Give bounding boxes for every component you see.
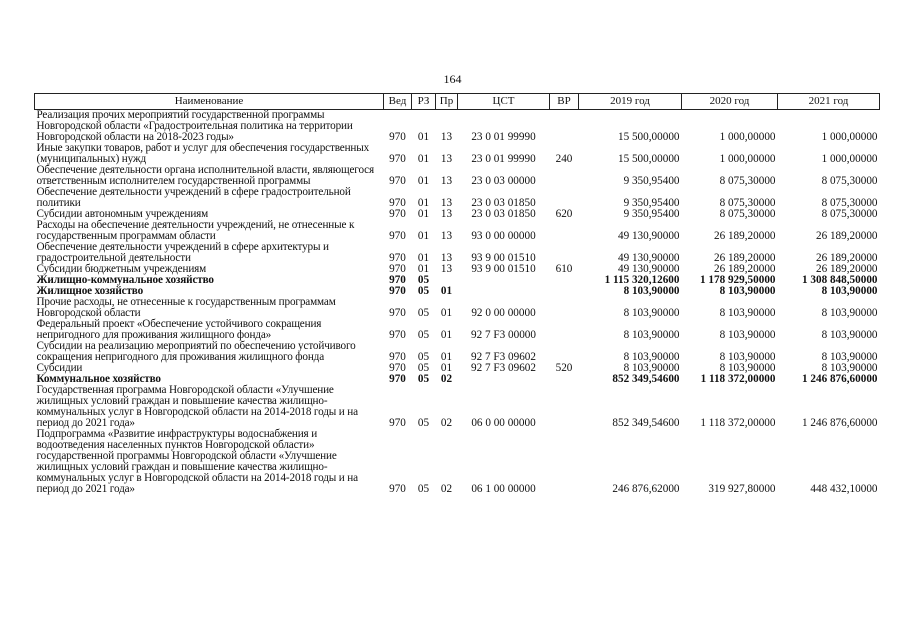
cell-name: Субсидии бюджетным учреждениям bbox=[36, 263, 207, 275]
cell-2019: 8 103,90000 bbox=[623, 307, 680, 319]
cell-name: Иные закупки товаров, работ и услуг для обеспечения государственных (муниципальных) нужд bbox=[36, 142, 370, 165]
cell-pr: 13 bbox=[440, 175, 453, 187]
cell-cst: 92 7 F3 09602 bbox=[471, 351, 536, 363]
cell-name: Субсидии на реализацию мероприятий по обеспечению устойчивого сокращения непригодного для проживания жилищного фонда bbox=[36, 340, 356, 363]
cell-vr bbox=[550, 242, 579, 264]
cell-2021: 8 103,90000 bbox=[821, 285, 878, 297]
cell-cst: 23 0 01 99990 bbox=[471, 153, 536, 165]
cell-ved: 970 bbox=[389, 131, 406, 143]
cell-pr: 13 bbox=[440, 131, 453, 143]
cell-cst: 92 7 F3 09602 bbox=[471, 362, 536, 374]
cell-pr: 01 bbox=[440, 351, 453, 363]
cell-2021: 8 075,30000 bbox=[821, 197, 878, 209]
table-row bbox=[35, 429, 880, 495]
cell-name: Обеспечение деятельности органа исполнительной власти, являющегося ответственным исполнителем государственной программы bbox=[36, 164, 374, 187]
cell-2020: 1 000,00000 bbox=[719, 131, 776, 143]
cell-rz: 01 bbox=[417, 263, 430, 275]
table-row bbox=[35, 385, 880, 429]
cell-rz: 01 bbox=[417, 153, 430, 165]
cell-rz: 01 bbox=[417, 175, 430, 187]
cell-vr bbox=[550, 429, 579, 495]
cell-2020: 8 103,90000 bbox=[719, 307, 776, 319]
cell-2020: 319 927,80000 bbox=[708, 483, 776, 495]
cell-vr bbox=[550, 110, 579, 144]
cell-2019: 246 876,62000 bbox=[612, 483, 680, 495]
table-row bbox=[35, 242, 880, 264]
header-vr: ВР bbox=[550, 94, 579, 110]
cell-2021: 448 432,10000 bbox=[810, 483, 878, 495]
cell-pr: 13 bbox=[440, 230, 453, 242]
cell-cst bbox=[458, 374, 550, 385]
cell-cst: 93 0 00 00000 bbox=[471, 230, 536, 242]
cell-2020: 1 118 372,00000 bbox=[700, 373, 776, 385]
cell-vr bbox=[550, 385, 579, 429]
table-row bbox=[35, 220, 880, 242]
cell-rz: 05 bbox=[417, 329, 430, 341]
header-ved: Вед bbox=[384, 94, 412, 110]
table-row bbox=[35, 187, 880, 209]
cell-rz: 05 bbox=[417, 362, 430, 374]
cell-2019: 15 500,00000 bbox=[617, 153, 680, 165]
cell-cst: 23 0 03 00000 bbox=[471, 175, 536, 187]
cell-2020: 8 103,90000 bbox=[719, 362, 776, 374]
table-row bbox=[35, 165, 880, 187]
cell-vr bbox=[550, 374, 579, 385]
cell-cst: 92 0 00 00000 bbox=[471, 307, 536, 319]
cell-name: Субсидии автономным учреждениям bbox=[36, 208, 209, 220]
budget-table bbox=[34, 93, 880, 495]
cell-2019: 49 130,90000 bbox=[617, 252, 680, 264]
cell-pr: 13 bbox=[440, 208, 453, 220]
cell-rz: 05 bbox=[417, 307, 430, 319]
cell-vr bbox=[550, 286, 579, 297]
cell-rz: 01 bbox=[417, 208, 430, 220]
cell-2020: 26 189,20000 bbox=[713, 230, 776, 242]
cell-2020: 8 075,30000 bbox=[719, 197, 776, 209]
cell-rz: 05 bbox=[417, 417, 430, 429]
cell-ved: 970 bbox=[389, 307, 406, 319]
cell-ved: 970 bbox=[389, 351, 406, 363]
cell-2020: 8 103,90000 bbox=[719, 351, 776, 363]
cell-pr: 13 bbox=[440, 153, 453, 165]
cell-ved: 970 bbox=[389, 252, 406, 264]
cell-2021: 8 103,90000 bbox=[821, 307, 878, 319]
cell-2020: 8 075,30000 bbox=[719, 208, 776, 220]
cell-name: Обеспечение деятельности учреждений в сфере градостроительной политики bbox=[36, 186, 351, 209]
cell-cst: 23 0 03 01850 bbox=[471, 208, 536, 220]
cell-2021: 8 075,30000 bbox=[821, 175, 878, 187]
cell-cst: 93 9 00 01510 bbox=[471, 252, 536, 264]
cell-2019: 852 349,54600 bbox=[612, 373, 680, 385]
cell-ved: 970 bbox=[389, 153, 406, 165]
cell-pr: 02 bbox=[440, 417, 453, 429]
cell-2021: 1 308 848,50000 bbox=[801, 274, 878, 286]
cell-vr: 620 bbox=[555, 208, 573, 220]
cell-ved: 970 bbox=[389, 417, 406, 429]
cell-pr: 13 bbox=[440, 197, 453, 209]
cell-vr bbox=[550, 220, 579, 242]
cell-pr: 01 bbox=[440, 362, 453, 374]
cell-2019: 8 103,90000 bbox=[623, 351, 680, 363]
cell-vr: 520 bbox=[555, 362, 573, 374]
cell-2021: 26 189,20000 bbox=[815, 263, 878, 275]
cell-2019: 8 103,90000 bbox=[623, 362, 680, 374]
cell-rz: 05 bbox=[417, 285, 430, 297]
cell-2021: 8 103,90000 bbox=[821, 362, 878, 374]
cell-name: Прочие расходы, не отнесенные к государственным программам Новгородской области bbox=[36, 296, 336, 319]
header-name: Наименование bbox=[35, 94, 384, 110]
cell-vr: 610 bbox=[555, 263, 573, 275]
cell-rz: 05 bbox=[417, 351, 430, 363]
cell-name: Обеспечение деятельности учреждений в сфере архитектуры и градостроительной деятельности bbox=[36, 241, 329, 264]
cell-2019: 852 349,54600 bbox=[612, 417, 680, 429]
cell-rz: 01 bbox=[417, 197, 430, 209]
cell-rz: 01 bbox=[417, 131, 430, 143]
header-pr: Пр bbox=[436, 94, 458, 110]
header-rz: РЗ bbox=[412, 94, 436, 110]
cell-ved: 970 bbox=[389, 285, 406, 297]
cell-cst bbox=[458, 275, 550, 286]
table-row bbox=[35, 297, 880, 319]
table-row bbox=[35, 143, 880, 165]
cell-pr: 02 bbox=[440, 483, 453, 495]
cell-name: Расходы на обеспечение деятельности учреждений, не отнесенные к государственным программам области bbox=[36, 219, 355, 242]
cell-vr bbox=[550, 341, 579, 363]
cell-ved: 970 bbox=[389, 483, 406, 495]
cell-cst: 92 7 F3 00000 bbox=[471, 329, 536, 341]
header-2019: 2019 год bbox=[579, 94, 682, 110]
header-2020: 2020 год bbox=[682, 94, 778, 110]
cell-ved: 970 bbox=[389, 373, 406, 385]
cell-2020: 1 178 929,50000 bbox=[699, 274, 776, 286]
cell-2019: 8 103,90000 bbox=[623, 329, 680, 341]
cell-vr bbox=[550, 187, 579, 209]
cell-2021: 8 075,30000 bbox=[821, 208, 878, 220]
cell-pr: 01 bbox=[440, 329, 453, 341]
cell-2021: 8 103,90000 bbox=[821, 329, 878, 341]
cell-vr bbox=[550, 297, 579, 319]
cell-cst: 23 0 03 01850 bbox=[471, 197, 536, 209]
cell-pr: 01 bbox=[440, 307, 453, 319]
cell-name: Субсидии bbox=[36, 362, 83, 374]
cell-ved: 970 bbox=[389, 263, 406, 275]
cell-2020: 1 118 372,00000 bbox=[700, 417, 776, 429]
cell-name: Коммунальное хозяйство bbox=[36, 373, 161, 385]
cell-rz: 05 bbox=[417, 483, 430, 495]
cell-ved: 970 bbox=[389, 175, 406, 187]
cell-rz: 05 bbox=[417, 274, 430, 286]
cell-name: Подпрограмма «Развитие инфраструктуры водоснабжения и водоотведения населенных пунктов Новгородской области» государственной программы Новгородской области «Улучшение жилищных условий граждан и повышение качества жилищно-коммунальных услуг в Новгородской области на 2014-2018 годы и на период до 2021 года» bbox=[36, 428, 358, 495]
cell-2019: 15 500,00000 bbox=[617, 131, 680, 143]
cell-vr bbox=[550, 319, 579, 341]
cell-2020: 1 000,00000 bbox=[719, 153, 776, 165]
cell-2019: 49 130,90000 bbox=[617, 230, 680, 242]
cell-ved: 970 bbox=[389, 208, 406, 220]
cell-pr: 13 bbox=[440, 252, 453, 264]
cell-name: Государственная программа Новгородской области «Улучшение жилищных условий граждан и повышение качества жилищно-коммунальных услуг в Новгородской области на 2014-2018 годы и на период до 2021 года» bbox=[36, 384, 358, 429]
header-cst: ЦСТ bbox=[458, 94, 550, 110]
cell-2019: 1 115 320,12600 bbox=[604, 274, 680, 286]
table-row bbox=[35, 341, 880, 363]
cell-cst: 93 9 00 01510 bbox=[471, 263, 536, 275]
cell-2020: 26 189,20000 bbox=[713, 252, 776, 264]
cell-2019: 49 130,90000 bbox=[617, 263, 680, 275]
cell-cst bbox=[458, 286, 550, 297]
page-number: 164 bbox=[443, 72, 462, 86]
cell-vr bbox=[550, 165, 579, 187]
cell-cst: 06 0 00 00000 bbox=[471, 417, 536, 429]
cell-2020: 8 103,90000 bbox=[719, 285, 776, 297]
cell-vr bbox=[550, 275, 579, 286]
cell-2020: 8 103,90000 bbox=[719, 329, 776, 341]
cell-2021: 8 103,90000 bbox=[821, 351, 878, 363]
cell-vr: 240 bbox=[555, 153, 573, 165]
cell-name: Федеральный проект «Обеспечение устойчивого сокращения непригодного для проживания жилищного фонда» bbox=[36, 318, 322, 341]
cell-2020: 26 189,20000 bbox=[713, 263, 776, 275]
cell-2019: 9 350,95400 bbox=[623, 197, 680, 209]
cell-ved: 970 bbox=[389, 329, 406, 341]
cell-ved: 970 bbox=[389, 362, 406, 374]
cell-ved: 970 bbox=[389, 230, 406, 242]
cell-ved: 970 bbox=[389, 274, 406, 286]
table-row bbox=[35, 110, 880, 144]
cell-rz: 01 bbox=[417, 230, 430, 242]
cell-name: Реализация прочих мероприятий государственной программы Новгородской области «Градостроительная политика на территории Новгородской области на 2018-2023 годы» bbox=[36, 109, 353, 143]
cell-rz: 01 bbox=[417, 252, 430, 264]
cell-2021: 26 189,20000 bbox=[815, 230, 878, 242]
cell-2019: 8 103,90000 bbox=[623, 285, 680, 297]
cell-2020: 8 075,30000 bbox=[719, 175, 776, 187]
cell-name: Жилищное хозяйство bbox=[36, 285, 144, 297]
table-header bbox=[35, 94, 880, 110]
cell-2021: 1 000,00000 bbox=[821, 153, 878, 165]
cell-pr: 02 bbox=[440, 373, 453, 385]
cell-name: Жилищно-коммунальное хозяйство bbox=[36, 274, 214, 286]
cell-pr: 13 bbox=[440, 263, 453, 275]
table-row bbox=[35, 319, 880, 341]
cell-2021: 1 246 876,60000 bbox=[801, 417, 878, 429]
cell-cst: 23 0 01 99990 bbox=[471, 131, 536, 143]
cell-2021: 1 246 876,60000 bbox=[801, 373, 878, 385]
cell-rz: 05 bbox=[417, 373, 430, 385]
cell-2019: 9 350,95400 bbox=[623, 208, 680, 220]
cell-2021: 1 000,00000 bbox=[821, 131, 878, 143]
cell-cst: 06 1 00 00000 bbox=[471, 483, 536, 495]
header-2021: 2021 год bbox=[778, 94, 880, 110]
cell-2021: 26 189,20000 bbox=[815, 252, 878, 264]
cell-ved: 970 bbox=[389, 197, 406, 209]
cell-2019: 9 350,95400 bbox=[623, 175, 680, 187]
cell-pr: 01 bbox=[440, 285, 453, 297]
